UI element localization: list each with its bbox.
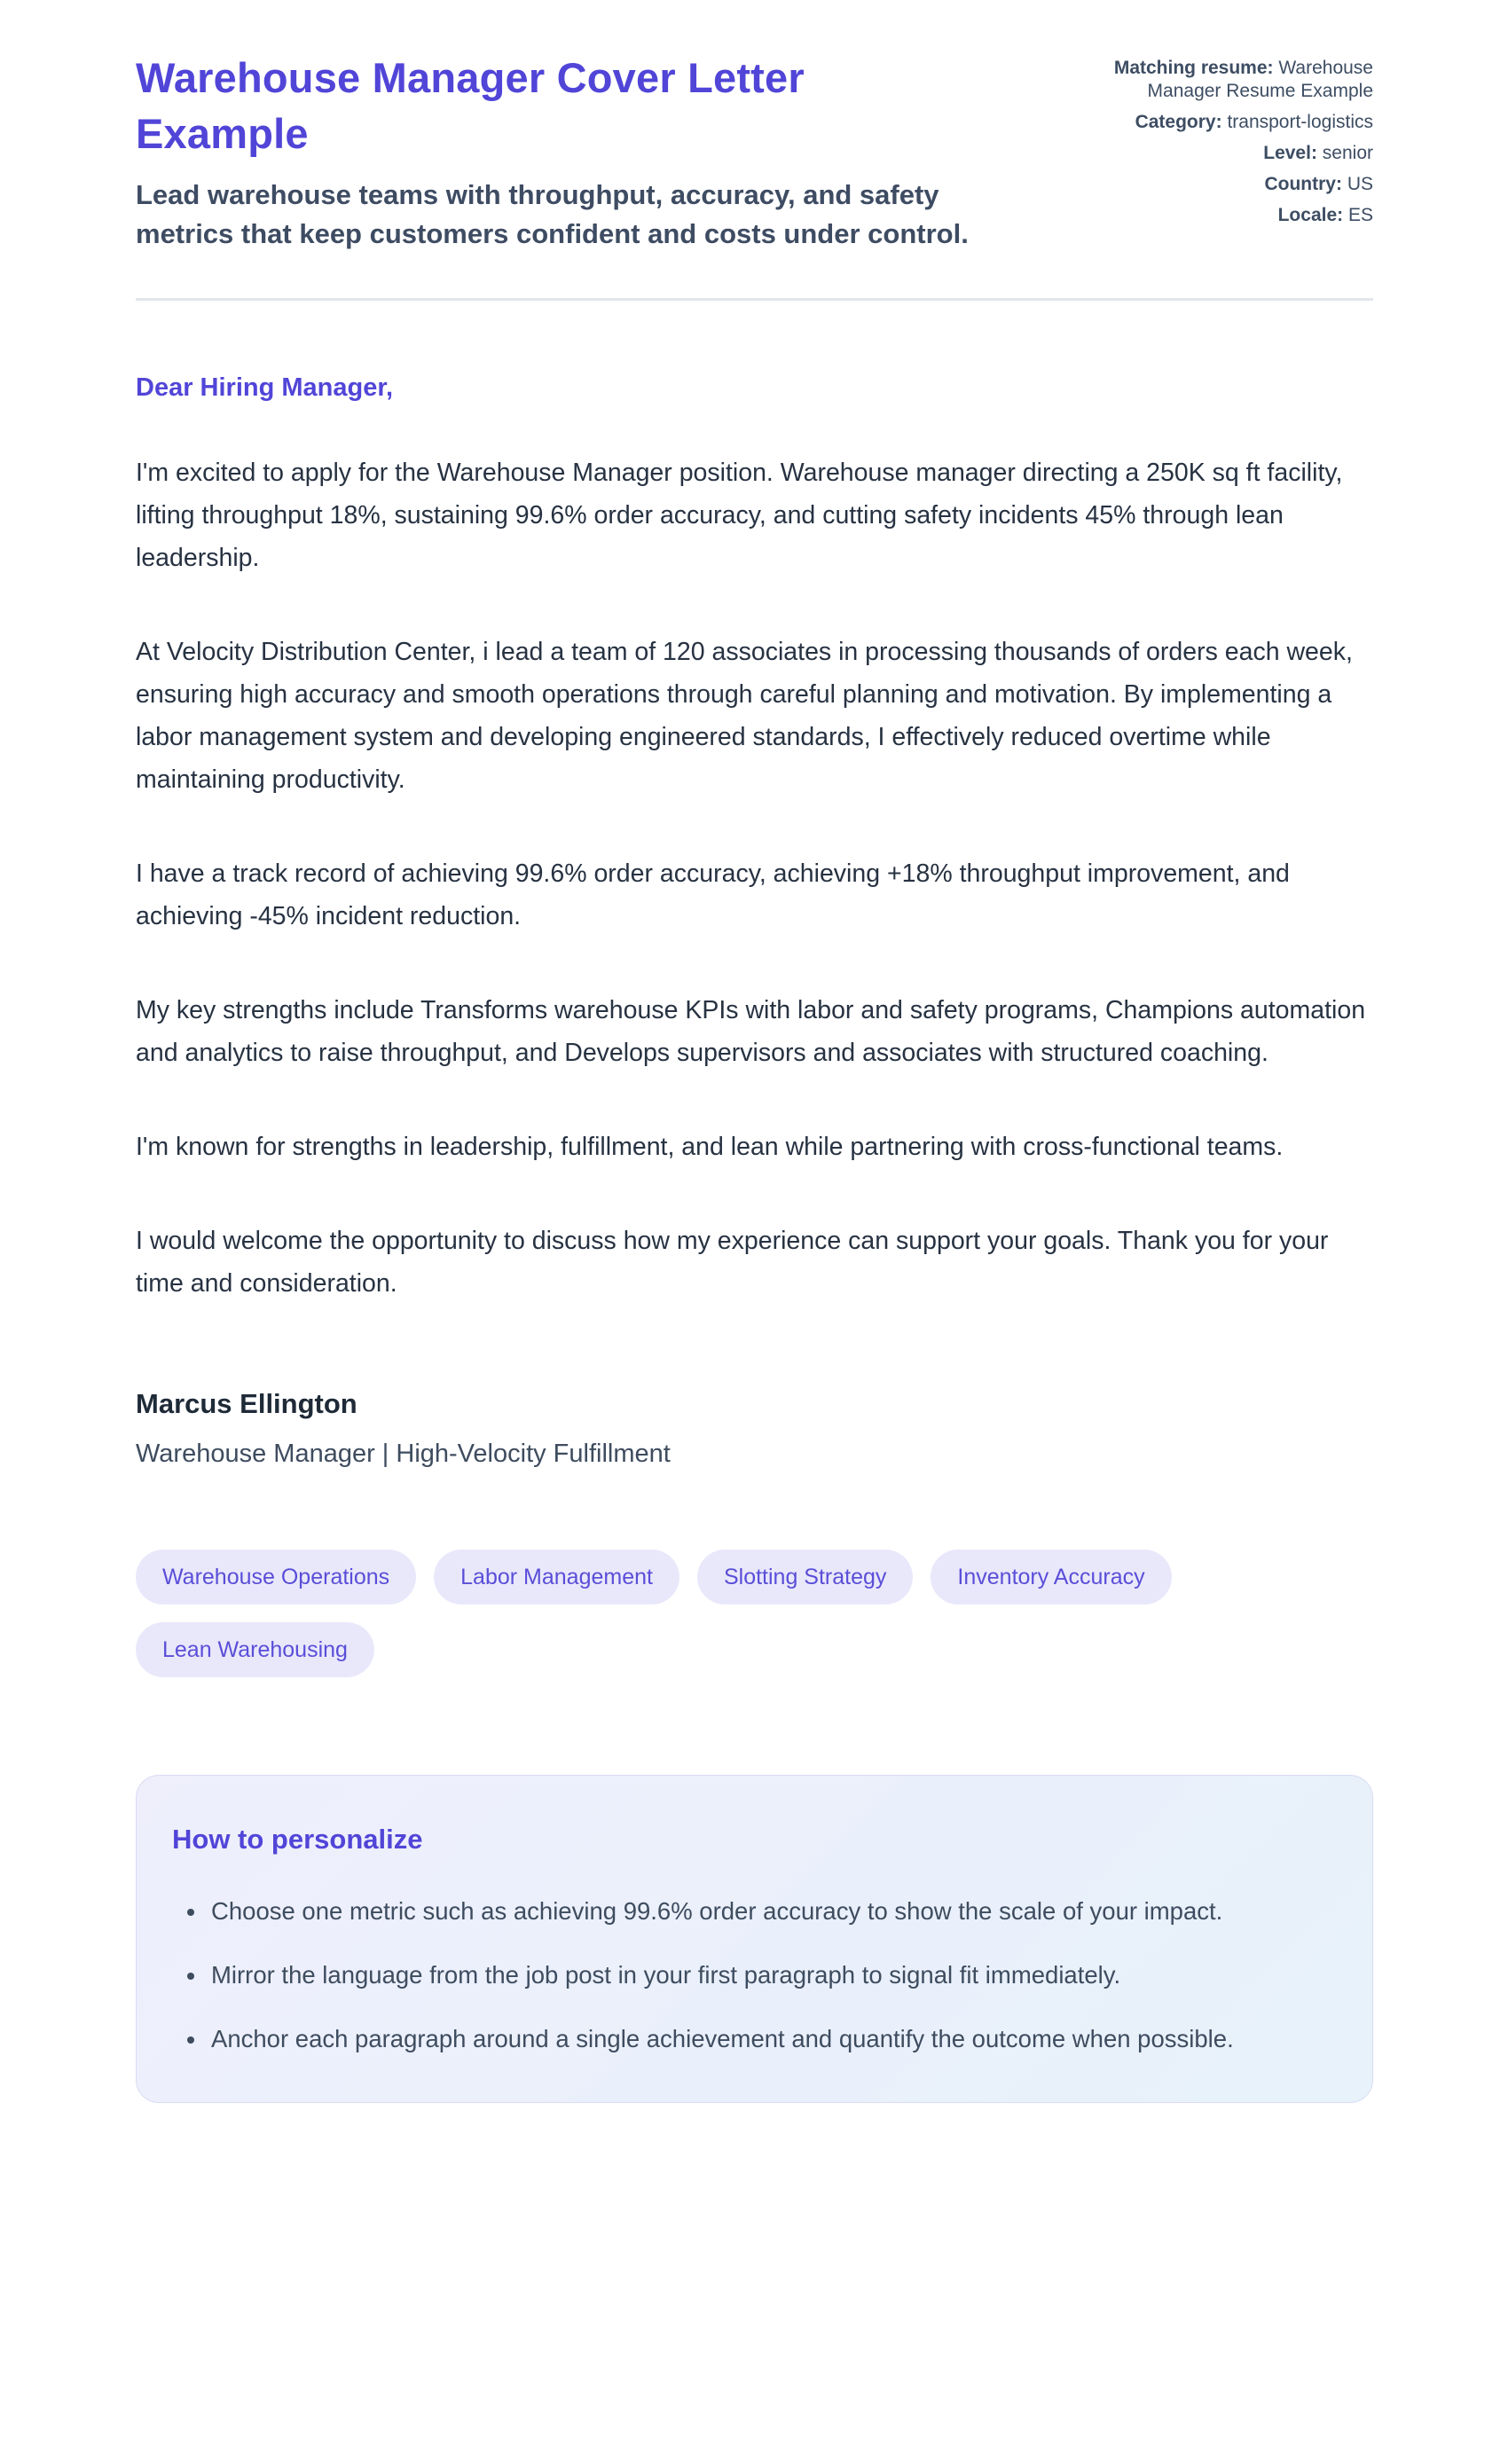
resume-meta-panel bbox=[1063, 50, 1373, 235]
tips-title: How to personalize bbox=[172, 1824, 423, 1855]
letter-paragraph: I would welcome the opportunity to discuss how my experience can support your goals. Thank you for your time and consideration. bbox=[136, 1227, 1329, 1298]
meta-locale-label: Locale: bbox=[1277, 205, 1344, 225]
tag-lean-warehousing[interactable]: Lean Warehousing bbox=[136, 1622, 374, 1677]
meta-category bbox=[1063, 111, 1373, 134]
page-subtitle: Lead warehouse teams with throughput, accuracy, and safety metrics that keep customers confident and costs under control. bbox=[136, 179, 969, 249]
tag-labor-management[interactable]: Labor Management bbox=[434, 1550, 679, 1605]
letter-paragraph: I'm excited to apply for the Warehouse Manager position. Warehouse manager directing a 250K sq ft facility, lifting throughput 18%, sustaining 99.6% order accuracy, and cutting safety incidents 45% through lean leadership. bbox=[136, 459, 1343, 572]
meta-category-value: transport-logistics bbox=[1227, 112, 1373, 132]
meta-country bbox=[1063, 173, 1373, 196]
meta-locale-value: ES bbox=[1347, 205, 1373, 225]
meta-country-label: Country: bbox=[1264, 174, 1342, 194]
letter-paragraph: I have a track record of achieving 99.6% order accuracy, achieving +18% throughput improvement, and achieving -45% incident reduction. bbox=[136, 859, 1290, 930]
tag-inventory-accuracy[interactable]: Inventory Accuracy bbox=[931, 1550, 1171, 1605]
letter-paragraph: At Velocity Distribution Center, i lead a team of 120 associates in processing thousands of orders each week, ensuring high accuracy and smooth operations through careful planning and motivation. By implementing a labor management system and developing engineered standards, I effectively reduced overtime while maintaining productivity. bbox=[136, 638, 1353, 794]
page-header bbox=[136, 50, 1373, 254]
tip-item: • Anchor each paragraph around a single achievement and quantify the outcome when possible. bbox=[208, 2017, 1330, 2061]
meta-country-value: US bbox=[1347, 174, 1373, 194]
meta-matching-resume bbox=[1063, 57, 1373, 103]
signature-role: Warehouse Manager | High-Velocity Fulfillment bbox=[136, 1440, 671, 1468]
meta-level-value: senior bbox=[1322, 143, 1373, 163]
tag-slotting-strategy[interactable]: Slotting Strategy bbox=[697, 1550, 913, 1605]
header-divider bbox=[136, 298, 1373, 301]
meta-matching-resume-value: Warehouse Manager Resume Example bbox=[1147, 58, 1373, 101]
meta-category-label: Category: bbox=[1135, 112, 1222, 132]
cover-letter-body bbox=[136, 370, 1373, 1471]
letter-paragraph: I'm known for strengths in leadership, fulfillment, and lean while partnering with cross-functional teams. bbox=[136, 1133, 1284, 1161]
meta-level-label: Level: bbox=[1263, 143, 1317, 163]
letter-greeting: Dear Hiring Manager, bbox=[136, 373, 394, 402]
letter-paragraph: My key strengths include Transforms warehouse KPIs with labor and safety programs, Champions automation and analytics to raise throughput, and Develops supervisors and associates with structured coaching. bbox=[136, 996, 1366, 1067]
tips-list bbox=[172, 1889, 1330, 2061]
tip-item: • Mirror the language from the job post in your first paragraph to signal fit immediately. bbox=[208, 1953, 1330, 1997]
tag-warehouse-operations[interactable]: Warehouse Operations bbox=[136, 1550, 416, 1605]
how-to-personalize-box bbox=[136, 1775, 1373, 2103]
header-title-block bbox=[136, 50, 1027, 254]
meta-locale bbox=[1063, 204, 1373, 227]
skill-tags bbox=[136, 1550, 1236, 1677]
meta-matching-resume-label: Matching resume: bbox=[1113, 58, 1274, 78]
signature-name: Marcus Ellington bbox=[136, 1388, 357, 1419]
signature-block bbox=[136, 1386, 1373, 1471]
tip-item: • Choose one metric such as achieving 99.6% order accuracy to show the scale of your impact. bbox=[208, 1889, 1330, 1934]
page-title: Warehouse Manager Cover Letter Example bbox=[136, 54, 805, 157]
meta-level bbox=[1063, 142, 1373, 165]
